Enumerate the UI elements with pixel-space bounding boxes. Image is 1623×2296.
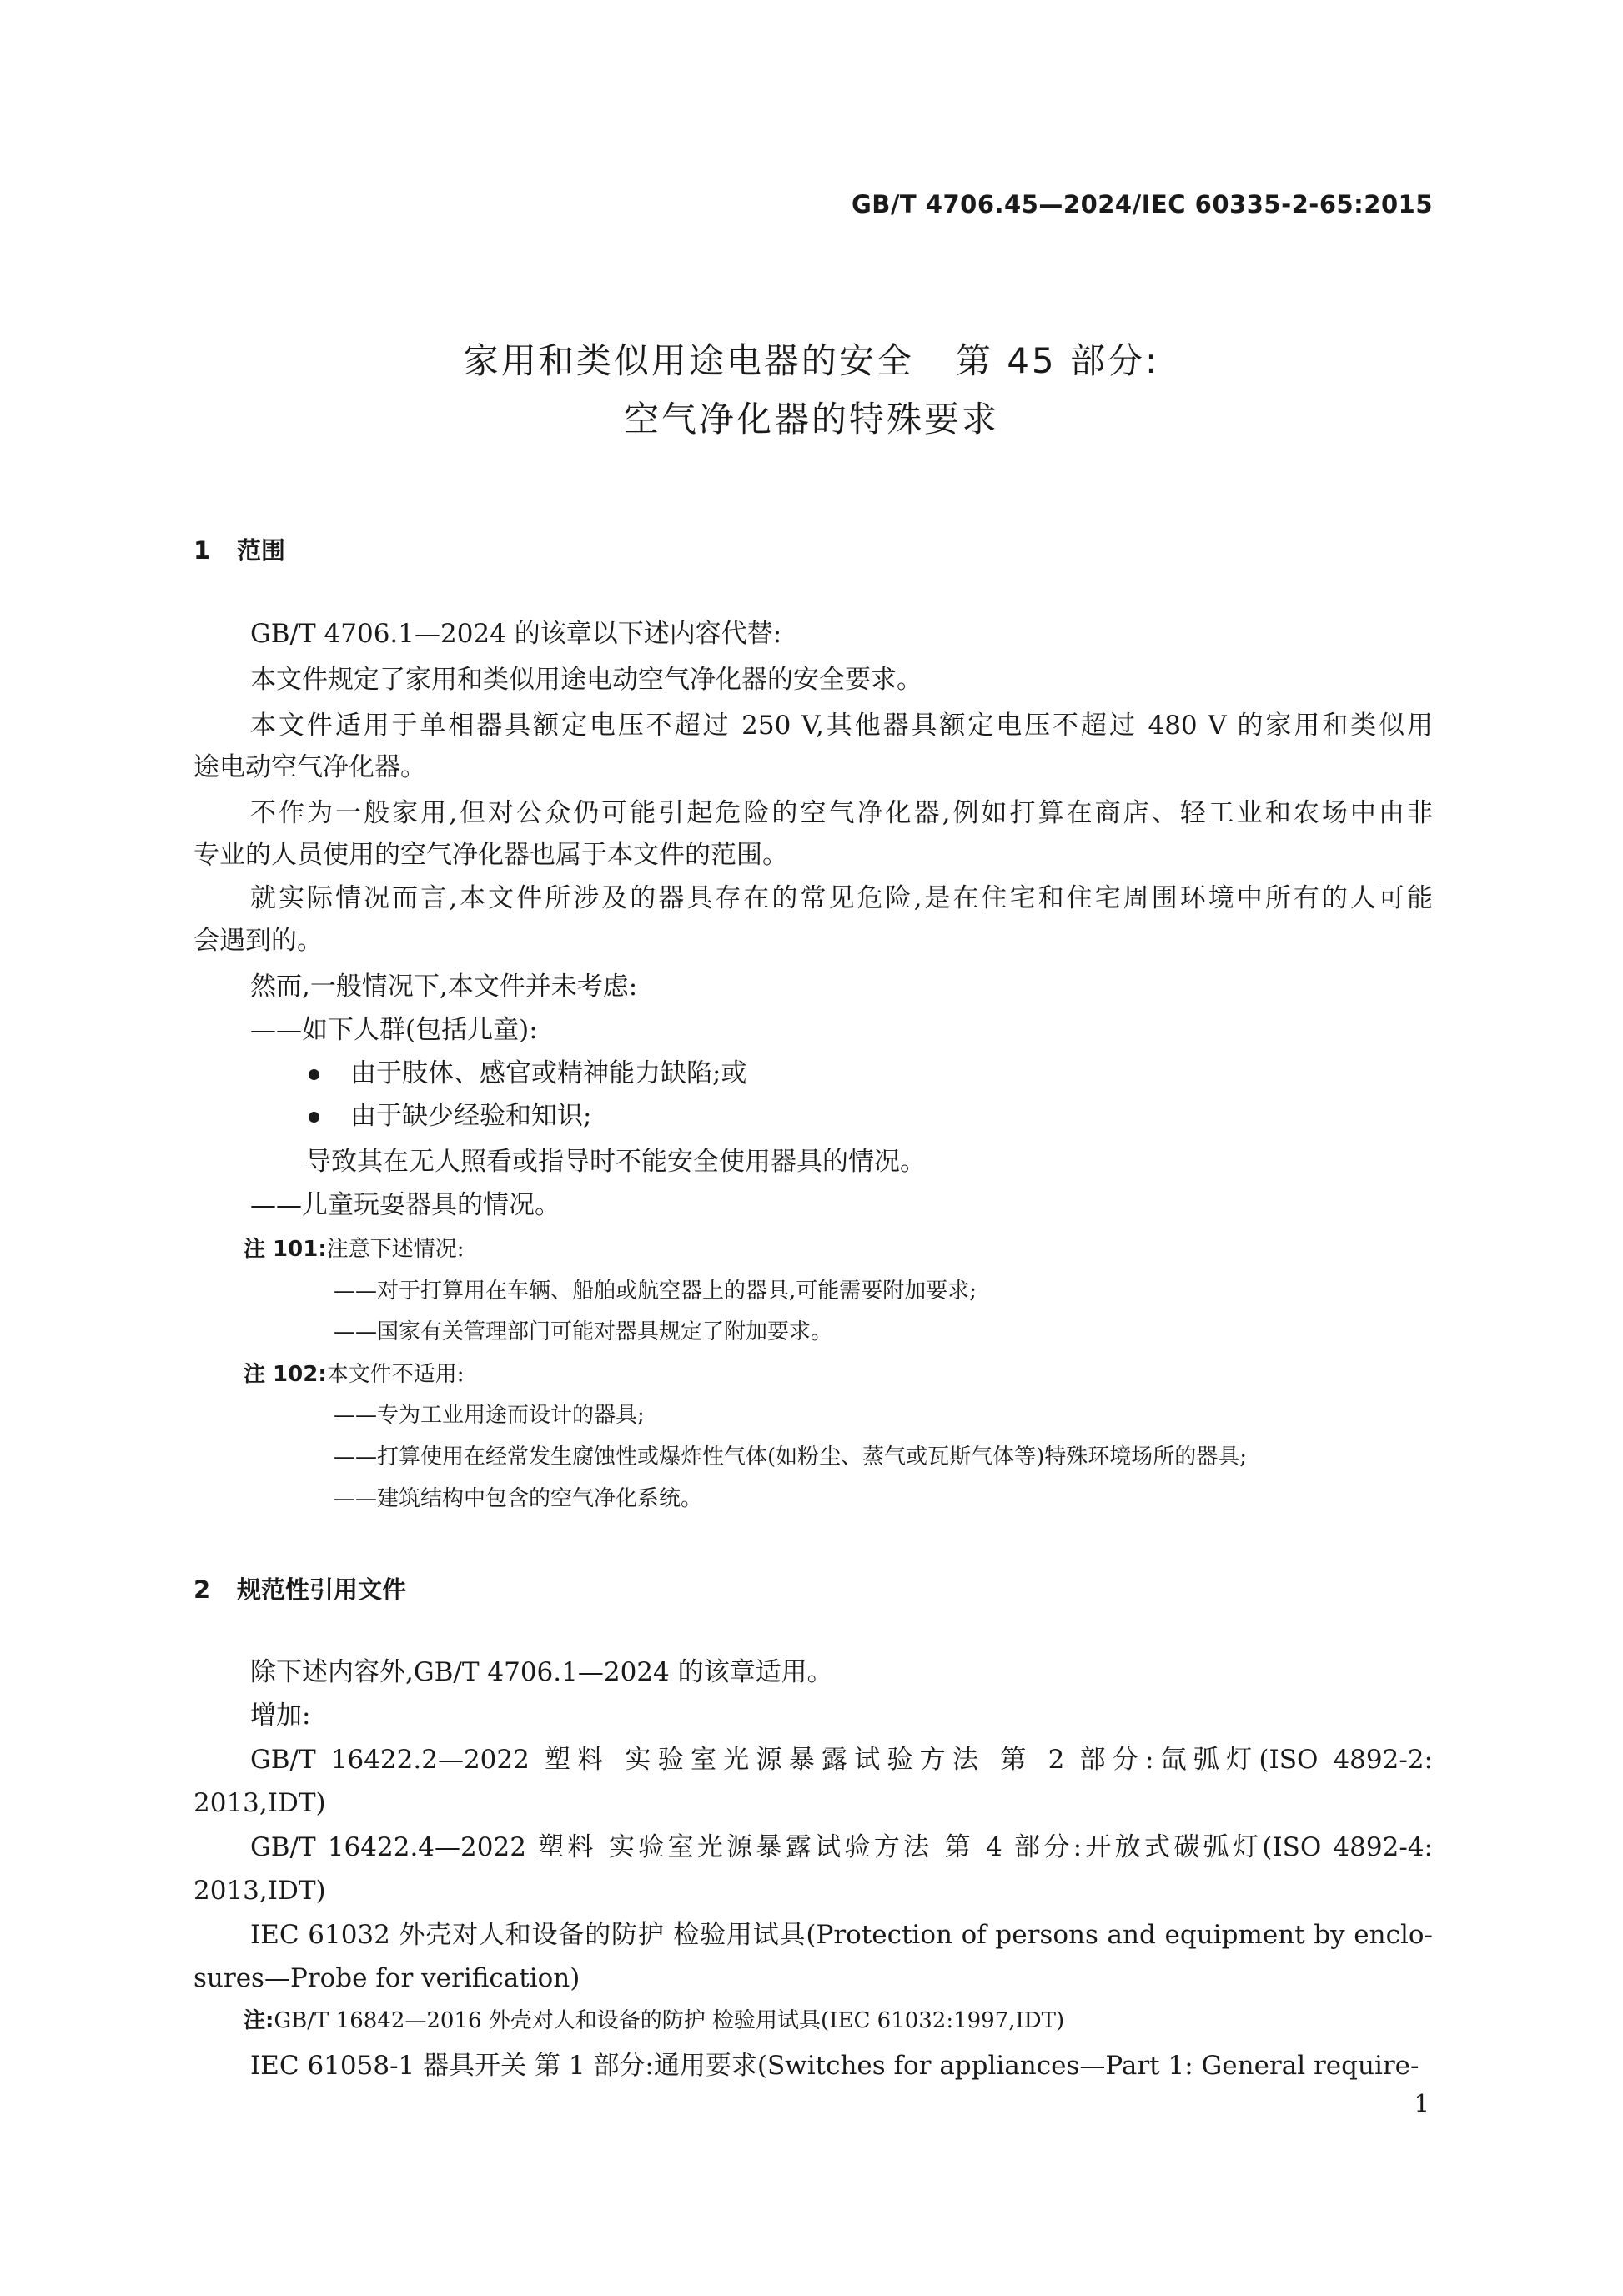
- note-label: 注 102:: [244, 1362, 327, 1387]
- paragraph: 导致其在无人照看或指导时不能安全使用器具的情况。: [305, 1147, 926, 1177]
- dash-item: ——儿童玩耍器具的情况。: [250, 1190, 560, 1220]
- note-text: GB/T 16842—2016 外壳对人和设备的防护 检验用试具(IEC 61032:1997,IDT): [274, 2008, 1065, 2033]
- bullet-item: 由于缺少经验和知识;: [350, 1101, 592, 1131]
- page-subtitle: 空气净化器的特殊要求: [623, 399, 999, 440]
- title-line1-part-b: 第 45 部分:: [955, 340, 1160, 381]
- paragraph: 不作为一般家用,但对公众仍可能引起危险的空气净化器,例如打算在商店、轻工业和农场中由非: [250, 798, 1433, 828]
- reference-entry-cont: 2013,IDT): [193, 1788, 326, 1818]
- note-102: [244, 1364, 465, 1385]
- paragraph: 途电动空气净化器。: [193, 752, 426, 782]
- reference-entry: GB/T 16422.4—2022 塑料 实验室光源暴露试验方法 第 4 部分:开放式碳弧灯(ISO 4892-4:: [250, 1832, 1433, 1862]
- reference-entry-cont: 2013,IDT): [193, 1876, 326, 1906]
- bullet-dot: [309, 1069, 319, 1080]
- bullet-dot: [309, 1112, 319, 1123]
- note-101: [244, 1238, 465, 1260]
- bullet-item: 由于肢体、感官或精神能力缺陷;或: [350, 1058, 747, 1088]
- reference-note: [244, 2010, 1064, 2032]
- paragraph: 然而,一般情况下,本文件并未考虑:: [250, 972, 638, 1002]
- reference-entry: IEC 61032 外壳对人和设备的防护 检验用试具(Protection of persons and equipment by enclo-: [250, 1920, 1433, 1950]
- dash-item: ——如下人群(包括儿童):: [250, 1015, 538, 1045]
- note-label: 注:: [244, 2008, 274, 2033]
- section-1-number: 1: [193, 536, 211, 565]
- note-text: 本文件不适用:: [326, 1362, 465, 1387]
- section-2-number: 2: [193, 1575, 211, 1604]
- note-item: ——对于打算用在车辆、船舶或航空器上的器具,可能需要附加要求;: [334, 1279, 977, 1304]
- reference-entry-cont: sures—Probe for verification): [193, 1963, 580, 1993]
- paragraph: 本文件规定了家用和类似用途电动空气净化器的安全要求。: [250, 665, 922, 695]
- paragraph: 本文件适用于单相器具额定电压不超过 250 V,其他器具额定电压不超过 480 V 的家用和类似用: [250, 711, 1433, 741]
- standard-code: GB/T 4706.45—2024/IEC 60335-2-65:2015: [851, 190, 1433, 219]
- section-2-heading: [193, 1571, 406, 1605]
- note-item: ——国家有关管理部门可能对器具规定了附加要求。: [334, 1319, 833, 1344]
- paragraph: 会遇到的。: [193, 926, 323, 956]
- page-number: 1: [1414, 2089, 1430, 2118]
- paragraph: 增加:: [250, 1701, 311, 1731]
- section-1-title: 范围: [237, 536, 286, 565]
- paragraph: 专业的人员使用的空气净化器也属于本文件的范围。: [193, 840, 788, 870]
- reference-entry: GB/T 16422.2—2022 塑料 实验室光源暴露试验方法 第 2 部分:氙弧灯(ISO 4892-2:: [250, 1745, 1433, 1775]
- paragraph: 除下述内容外,GB/T 4706.1—2024 的该章适用。: [250, 1657, 833, 1687]
- title-line1-part-a: 家用和类似用途电器的安全: [463, 340, 914, 381]
- note-item: ——打算使用在经常发生腐蚀性或爆炸性气体(如粉尘、蒸气或瓦斯气体等)特殊环境场所的器具;: [334, 1444, 1248, 1470]
- note-label: 注 101:: [244, 1237, 327, 1262]
- reference-entry: IEC 61058-1 器具开关 第 1 部分:通用要求(Switches for appliances—Part 1: General require-: [250, 2051, 1419, 2081]
- paragraph: GB/T 4706.1—2024 的该章以下述内容代替:: [250, 619, 782, 649]
- section-2-title: 规范性引用文件: [237, 1575, 407, 1604]
- section-1-heading: [193, 532, 285, 566]
- paragraph: 就实际情况而言,本文件所涉及的器具存在的常见危险,是在住宅和住宅周围环境中所有的人可能: [250, 883, 1433, 913]
- note-item: ——专为工业用途而设计的器具;: [334, 1403, 645, 1428]
- note-text: 注意下述情况:: [326, 1237, 465, 1262]
- note-item: ——建筑结构中包含的空气净化系统。: [334, 1486, 703, 1511]
- page-title: [0, 334, 1623, 384]
